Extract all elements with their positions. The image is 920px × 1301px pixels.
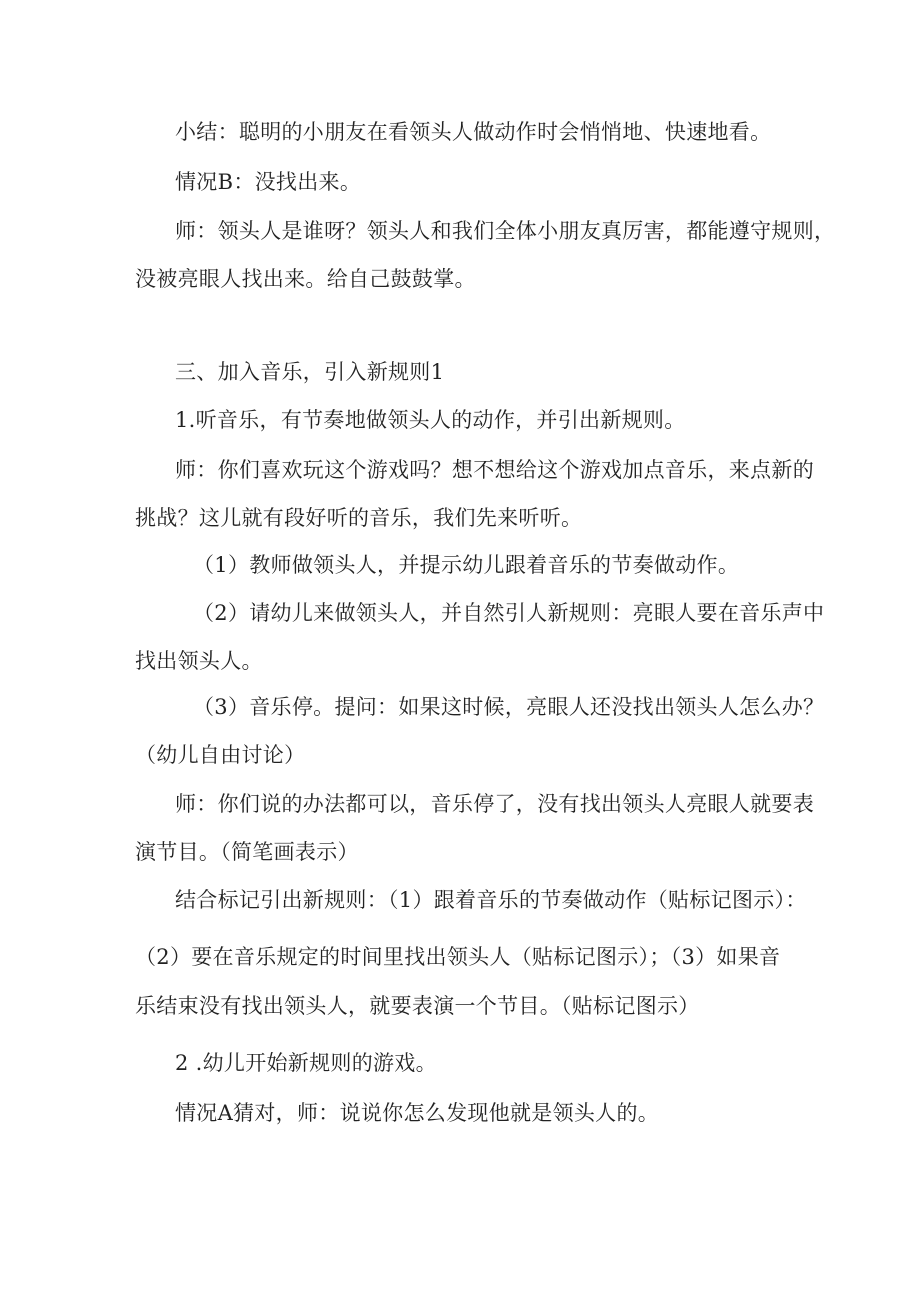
teacher-3-line-1: 师：你们说的办法都可以，音乐停了，没有找出领头人亮眼人就要表 [175, 792, 814, 816]
teacher-2-line-1: 师：你们喜欢玩这个游戏吗？想不想给这个游戏加点音乐，来点新的 [175, 458, 814, 482]
section-3-title: 三、加入音乐，引入新规则1 [175, 360, 445, 384]
teacher-3-line-2: 演节目。（简笔画表示） [135, 840, 359, 864]
teacher-2-line-2: 挑战？这儿就有段好听的音乐，我们先来听听。 [135, 506, 583, 530]
step-2-line-1: 2 .幼儿开始新规则的游戏。 [175, 1051, 437, 1075]
sub-3-line-2: （幼儿自由讨论） [135, 743, 306, 767]
sub-3-line-1: （3）音乐停。提问：如果这时候，亮眼人还没找出领头人怎么办？ [193, 695, 825, 719]
case-a-line-1: 情况A猜对，师：说说你怎么发现他就是领头人的。 [175, 1101, 660, 1125]
case-b-line-1: 情况B：没找出来。 [175, 170, 362, 194]
step-1-line-1: 1.听音乐，有节奏地做领头人的动作，并引出新规则。 [175, 408, 686, 432]
teacher-1-line-2: 没被亮眼人找出来。给自己鼓鼓掌。 [135, 267, 476, 291]
sub-1-line-1: （1）教师做领头人，并提示幼儿跟着音乐的节奏做动作。 [193, 553, 740, 577]
sub-2-line-1: （2）请幼儿来做领头人，并自然引人新规则：亮眼人要在音乐声中 [193, 601, 825, 625]
summary-line-1: 小结：聪明的小朋友在看领头人做动作时会悄悄地、快速地看。 [175, 120, 772, 144]
teacher-1-line-1: 师：领头人是谁呀？领头人和我们全体小朋友真厉害，都能遵守规则， [175, 219, 836, 243]
sub-2-line-2: 找出领头人。 [135, 649, 263, 673]
rules-line-3: 乐结束没有找出领头人，就要表演一个节目。（贴标记图示） [135, 994, 700, 1018]
rules-line-1: 结合标记引出新规则：（1）跟着音乐的节奏做动作（贴标记图示）： [175, 888, 807, 912]
rules-line-2: （2）要在音乐规定的时间里找出领头人（贴标记图示）；（3）如果音 [135, 945, 781, 969]
